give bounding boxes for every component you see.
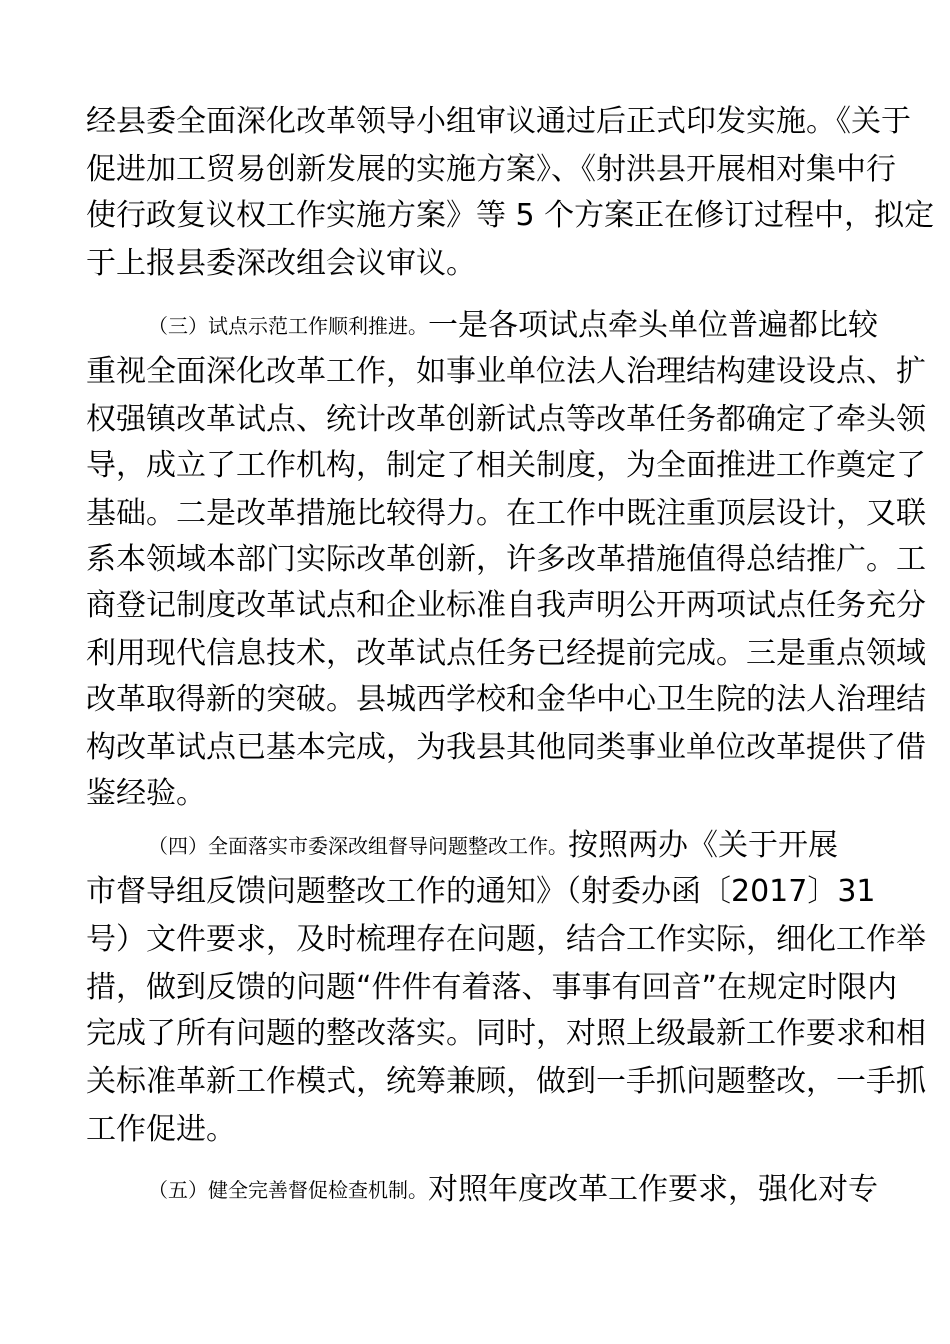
- paragraph-line: 市督导组反馈问题整改工作的通知》（射委办函〔2017〕31: [86, 874, 876, 909]
- section-4-first-line-text: 按照两办《关于开展: [568, 828, 838, 863]
- paragraph-line: 构改革试点已基本完成，为我县其他同类事业单位改革提供了借: [86, 730, 926, 765]
- paragraph-line: 措，做到反馈的问题“件件有着落、事事有回音”在规定时限内: [86, 970, 898, 1005]
- section-5-first-line: [148, 1170, 888, 1210]
- paragraph-line: 工作促进。: [86, 1112, 236, 1147]
- section-5-first-line-text: 对照年度改革工作要求，强化对专: [428, 1172, 878, 1207]
- paragraph-line: 利用现代信息技术，改革试点任务已经提前完成。三是重点领域: [86, 636, 926, 671]
- section-5-heading: （五）健全完善督促检查机制。: [148, 1178, 428, 1202]
- section-3-first-line-text: 一是各项试点牵头单位普遍都比较: [428, 308, 878, 343]
- paragraph-line: 使行政复议权工作实施方案》等 5 个方案正在修订过程中，拟定: [86, 198, 935, 233]
- section-3-heading: （三）试点示范工作顺利推进。: [148, 314, 428, 338]
- paragraph-line: 权强镇改革试点、统计改革创新试点等改革任务都确定了牵头领: [86, 402, 926, 437]
- paragraph-line: 关标准革新工作模式，统筹兼顾，做到一手抓问题整改，一手抓: [86, 1064, 926, 1099]
- paragraph-line: 促进加工贸易创新发展的实施方案》、《射洪县开展相对集中行: [86, 152, 896, 187]
- paragraph-line: 于上报县委深改组会议审议。: [86, 246, 476, 281]
- paragraph-line: 基础。二是改革措施比较得力。在工作中既注重顶层设计，又联: [86, 496, 926, 531]
- section-3-first-line: [148, 306, 888, 346]
- paragraph-line: 改革取得新的突破。县城西学校和金华中心卫生院的法人治理结: [86, 682, 926, 717]
- section-4-heading: （四）全面落实市委深改组督导问题整改工作。: [148, 834, 568, 858]
- paragraph-line: 号）文件要求，及时梳理存在问题，结合工作实际，细化工作举: [86, 922, 926, 957]
- paragraph-line: 系本领域本部门实际改革创新，许多改革措施值得总结推广。工: [86, 542, 926, 577]
- paragraph-line: 导，成立了工作机构，制定了相关制度，为全面推进工作奠定了: [86, 448, 926, 483]
- paragraph-line: 商登记制度改革试点和企业标准自我声明公开两项试点任务充分: [86, 588, 926, 623]
- paragraph-line: 鉴经验。: [86, 776, 206, 811]
- paragraph-line: 完成了所有问题的整改落实。同时，对照上级最新工作要求和相: [86, 1016, 926, 1051]
- paragraph-line: 重视全面深化改革工作，如事业单位法人治理结构建设设点、扩: [86, 354, 926, 389]
- section-4-first-line: [148, 826, 888, 866]
- paragraph-line: 经县委全面深化改革领导小组审议通过后正式印发实施。《关于: [86, 104, 911, 139]
